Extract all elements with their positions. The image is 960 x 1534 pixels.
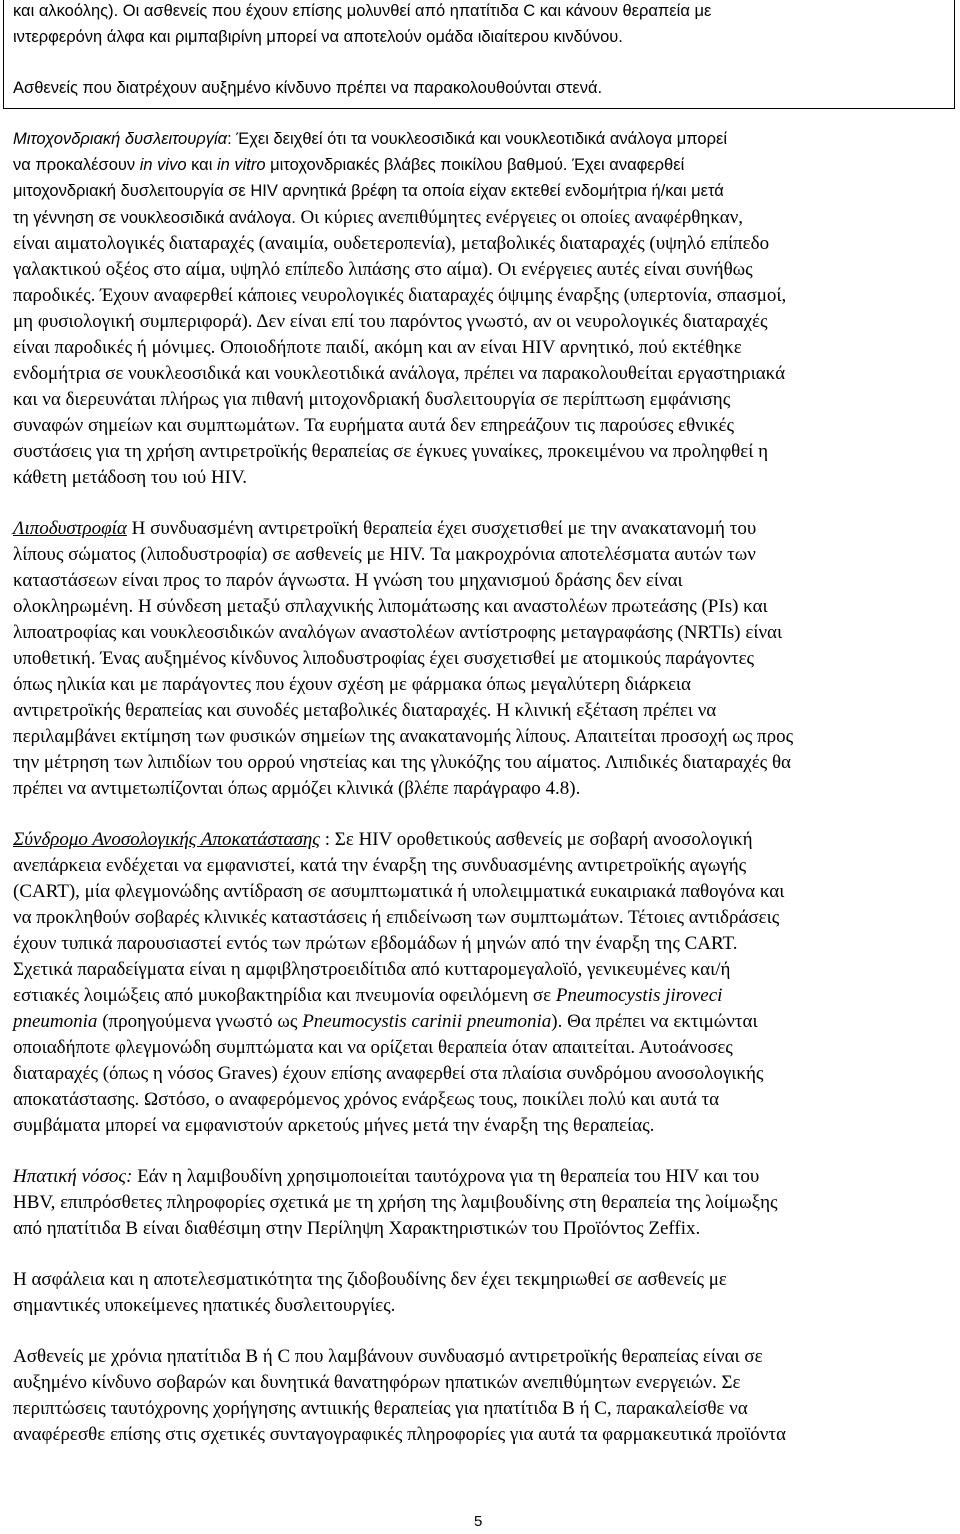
hepatic-heading: Ηπατική νόσος: [13, 1166, 133, 1187]
mito-line-12: συναφών σημείων και συμπτωμάτων. Τα ευρήματα αυτά δεν επηρεάζουν τις παρούσες εθνικές [13, 415, 735, 436]
mito-line-4 [13, 207, 743, 229]
lipo-text: Η συνδυασμένη αντιρετροϊκή θεραπεία έχει συσχετισθεί με την ανακατανομή του [126, 518, 757, 539]
immune-line-7 [13, 985, 722, 1007]
mito-line-8: μη φυσιολογική συμπεριφορά). Δεν είναι επί του παρόντος γνωστό, αν οι νευρολογικές διαταραχές [13, 311, 768, 332]
immune-line-12: συμβάματα μπορεί να εμφανιστούν αρκετούς μήνες μετά την έναρξη της θεραπείας. [13, 1115, 655, 1136]
lipo-line-11: πρέπει να αντιμετωπίζονται όπως αρμόζει κλινικά (βλέπε παράγραφο 4.8). [13, 778, 581, 799]
lipo-line-7: όπως ηλικία και με παράγοντες που έχουν σχέση με φάρμακα όπως μεγαλύτερη διάρκεια [13, 674, 691, 695]
immune-line-1 [13, 829, 753, 851]
mito-line-13: συστάσεις για τη χρήση αντιρετροϊκής θεραπείας σε έγκυες γυναίκες, προκειμένου να προληφθεί η [13, 441, 769, 462]
mito-invivo: in vivo [139, 156, 187, 174]
immune-pathogen: Pneumocystis carinii pneumonia [302, 1011, 552, 1032]
mito-line-1 [13, 130, 727, 149]
lipo-line-4: ολοκληρωμένη. Η σύνδεση μεταξύ σπλαχνικής λιπομάτωσης και αναστολέων πρωτεάσης (PIs) και [13, 596, 768, 617]
mito-line-9: είναι παροδικές ή μόνιμες. Οποιοδήποτε παιδί, ακόμη και αν είναι HIV αρνητικό, πού εκτέθηκε [13, 337, 742, 358]
immune-text: ). Θα πρέπει να εκτιμώνται [551, 1011, 758, 1032]
hepatic-line-2: HBV, επιπρόσθετες πληροφορίες σχετικά με τη χρήση της λαμιβουδίνης στη θεραπεία της λοίμωξης [13, 1192, 778, 1213]
boxed-line-2: ιντερφερόνη άλφα και ριμπαβιρίνη μπορεί να αποτελούν ομάδα ιδιαίτερου κινδύνου. [13, 28, 623, 46]
mito-text: Οι κύριες ανεπιθύμητες ενέργειες οι οποίες αναφέρθηκαν, [300, 207, 744, 228]
mito-heading: Μιτοχονδριακή δυσλειτουργία [13, 130, 228, 148]
immune-line-10: διαταραχές (όπως η νόσος Graves) έχουν επίσης αναφερθεί στα πλαίσια συνδρόμου ανοσολογικής [13, 1063, 764, 1084]
mito-text: και [186, 156, 217, 174]
mito-line-5: είναι αιματολογικές διαταραχές (αναιμία, ουδετεροπενία), μεταβολικές διαταραχές (υψηλό επίπεδο [13, 233, 770, 254]
mito-line-14: κάθετη μετάδοση του ιού HIV. [13, 467, 248, 488]
mito-line-11: και να διερευνάται πλήρως για πιθανή μιτοχονδριακή δυσλειτουργία σε περίπτωση εμφάνισης [13, 389, 731, 410]
immune-text: εστιακές λοιμώξεις από μυκοβακτηρίδια και πνευμονία οφειλόμενη σε [13, 985, 556, 1006]
lipo-line-10: την μέτρηση των λιπιδίων του ορρού νηστείας και της γλυκόζης του αίματος. Λιπιδικές διαταραχές θα [13, 752, 791, 773]
immune-line-4: να προκληθούν σοβαρές κλινικές καταστάσεις ή επιδείνωση των συμπτωμάτων. Τέτοιες αντιδράσεις [13, 907, 780, 928]
safety-line-1: Η ασφάλεια και η αποτελεσματικότητα της ζιδοβουδίνης δεν έχει τεκμηριωθεί σε ασθενείς με [13, 1269, 727, 1290]
lipo-line-2: λίπους σώματος (λιποδυστροφία) σε ασθενείς με HIV. Τα μακροχρόνια αποτελέσματα αυτών των [13, 544, 756, 565]
chronic-line-4: αναφέρεσθε επίσης στις σχετικές συνταγογραφικές πληροφορίες για αυτά τα φαρμακευτικά προϊόντα [13, 1424, 786, 1445]
mito-line-3: μιτοχονδριακή δυσλειτουργία σε HIV αρνητικά βρέφη τα οποία είχαν εκτεθεί ενδομήτρια ή/και μετά [13, 182, 724, 200]
lipo-line-8: αντιρετροϊκής θεραπείας και συνοδές μεταβολικές διαταραχές. Η κλινική εξέταση πρέπει να [13, 700, 717, 721]
mito-invitro: in vitro [216, 156, 266, 174]
immune-line-11: αποκατάστασης. Ωστόσο, ο αναφερόμενος χρόνος ενάρξεως τους, ποικίλει πολύ και αυτά τα [13, 1089, 720, 1110]
lipo-line-6: υποθετική. Ένας αυξημένος κίνδυνος λιποδυστροφίας έχει συσχετισθεί με ατομικούς παράγοντες [13, 648, 755, 669]
lipo-line-5: λιποατροφίας και νουκλεοσιδικών αναλόγων αναστολέων αντίστροφης μεταγραφάσης (NRTIs) είναι [13, 622, 783, 643]
immune-pathogen: pneumonia [13, 1011, 98, 1032]
immune-heading: Σύνδρομο Ανοσολογικής Αποκατάστασης [13, 829, 320, 850]
hepatic-line-3: από ηπατίτιδα Β είναι διαθέσιμη στην Περίληψη Χαρακτηριστικών του Προϊόντος Zeffix. [13, 1218, 701, 1239]
immune-line-6: Σχετικά παραδείγματα είναι η αμφιβληστροειδίτιδα από κυτταρομεγαλοϊό, γενικευμένες και/ή [13, 959, 731, 980]
chronic-line-3: περιπτώσεις ταυτόχρονης χορήγησης αντιιικής θεραπείας για ηπατίτιδα Β ή C, παρακαλείσθε να [13, 1398, 748, 1419]
mito-line-6: γαλακτικού οξέος στο αίμα, υψηλό επίπεδο λιπάσης στο αίμα). Οι ενέργειες αυτές είναι συνήθως [13, 259, 753, 280]
chronic-line-1: Ασθενείς με χρόνια ηπατίτιδα Β ή C που λαμβάνουν συνδυασμό αντιρετροϊκής θεραπείας είναι σε [13, 1346, 763, 1367]
chronic-line-2: αυξημένο κίνδυνο σοβαρών και δυνητικά θανατηφόρων ηπατικών ανεπιθύμητων ενεργειών. Σε [13, 1372, 741, 1393]
mito-text: μιτοχονδριακές βλάβες ποικίλου βαθμού. Έχει αναφερθεί [265, 156, 685, 174]
mito-text: να προκαλέσουν [13, 156, 140, 174]
immune-line-5: έχουν τυπικά παρουσιαστεί εντός των πρώτων εβδομάδων ή μηνών από την έναρξη της CART. [13, 933, 738, 954]
immune-line-3: (CART), μία φλεγμονώδης αντίδραση σε ασυμπτωματικά ή υπολειμματικά ευκαιριακά παθογόνα και [13, 881, 785, 902]
mito-line-10: ενδομήτρια σε νουκλεοσιδικά και νουκλεοτιδικά ανάλογα, πρέπει να παρακολουθείται εργαστηριακά [13, 363, 786, 384]
lipo-line-1 [13, 518, 756, 540]
hepatic-line-1 [13, 1166, 759, 1188]
lipo-line-3: καταστάσεων είναι προς το παρόν άγνωστα. Η γνώση του μηχανισμού δράσης δεν είναι [13, 570, 683, 591]
mito-text: τη γέννηση σε νουκλεοσιδικά ανάλογα. [13, 209, 301, 227]
safety-line-2: σημαντικές υποκείμενες ηπατικές δυσλειτουργίες. [13, 1295, 396, 1316]
mito-line-2 [13, 156, 684, 175]
immune-text: : Σε HIV οροθετικούς ασθενείς με σοβαρή ανοσολογική [320, 829, 753, 850]
mito-line-7: παροδικές. Έχουν αναφερθεί κάποιες νευρολογικές διαταραχές όψιμης έναρξης (υπερτονία, σπασμοί, [13, 285, 787, 306]
lipo-heading: Λιποδυστροφία [13, 518, 127, 539]
immune-line-2: ανεπάρκεια ενδέχεται να εμφανιστεί, κατά την έναρξη της συνδυασμένης αντιρετροϊκής αγωγής [13, 855, 747, 876]
boxed-line-1: και αλκοόλης). Οι ασθενείς που έχουν επίσης μολυνθεί από ηπατίτιδα C και κάνουν θεραπεία με [13, 2, 712, 20]
hepatic-text: Εάν η λαμιβουδίνη χρησιμοποιείται ταυτόχρονα για τη θεραπεία του HIV και του [132, 1166, 760, 1187]
immune-pathogen: Pneumocystis jiroveci [555, 985, 723, 1006]
boxed-line-3: Ασθενείς που διατρέχουν αυξημένο κίνδυνο πρέπει να παρακολουθούνται στενά. [13, 79, 603, 97]
page-number: 5 [474, 1513, 483, 1530]
mito-text: : Έχει δειχθεί ότι τα νουκλεοσιδικά και νουκλεοτιδικά ανάλογα μπορεί [227, 130, 728, 148]
immune-line-9: οποιαδήποτε φλεγμονώδη συμπτώματα και να ορίζεται θεραπεία όταν απαιτείται. Αυτοάνοσες [13, 1037, 733, 1058]
immune-line-8 [13, 1011, 758, 1033]
lipo-line-9: περιλαμβάνει εκτίμηση των φυσικών σημείων της ανακατανομής λίπους. Απαιτείται προσοχή ως προς [13, 726, 794, 747]
immune-text: (προηγούμενα γνωστό ως [97, 1011, 303, 1032]
